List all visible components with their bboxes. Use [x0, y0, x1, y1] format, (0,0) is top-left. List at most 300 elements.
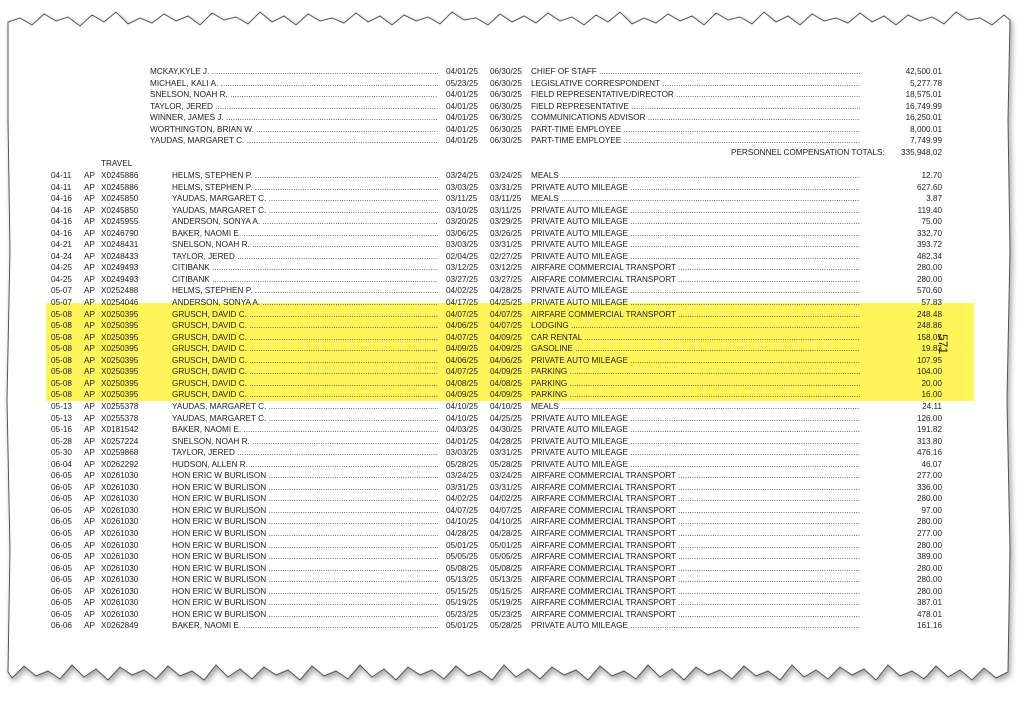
period-start: 03/03/25 [446, 182, 478, 192]
amount: 12.70 [921, 170, 942, 180]
posting-date: 05-07 [51, 286, 72, 296]
period-end: 06/30/25 [490, 90, 522, 100]
posting-date: 06-05 [51, 471, 72, 481]
type-code: AP [84, 298, 95, 307]
posting-date: 06-05 [51, 505, 72, 515]
payee-name: BAKER, NAOMI E. ..... [172, 228, 438, 240]
position-title: CHIEF OF STAFF ..... [531, 66, 860, 78]
period-end: 06/30/25 [490, 67, 522, 76]
voucher-number: X0245850 [101, 205, 139, 215]
table-row [0, 459, 1018, 471]
type-code: AP [84, 586, 95, 596]
expense-description: AIRFARE COMMERCIAL TRANSPORT ..... [531, 528, 860, 540]
amount: 248.48 [916, 309, 942, 319]
period-start: 04/01/25 [446, 136, 478, 146]
voucher-number: X0248431 [101, 240, 139, 250]
type-code: AP [84, 251, 95, 261]
table-row [0, 228, 1018, 240]
type-code: AP [84, 575, 95, 585]
period-end: 04/06/25 [490, 355, 522, 365]
period-start: 04/07/25 [446, 332, 478, 342]
payee-name: ANDERSON, SONYA A. ..... [172, 216, 438, 228]
voucher-number: X0261030 [101, 529, 139, 538]
type-code: AP [84, 274, 95, 284]
payee-name: BAKER, NAOMI E. ..... [172, 620, 438, 632]
amount: 280.00 [916, 575, 942, 585]
posting-date: 05-08 [51, 309, 72, 319]
period-end: 04/07/25 [490, 309, 522, 319]
period-start: 04/10/25 [446, 517, 478, 527]
voucher-number: X0245955 [101, 217, 139, 227]
period-start: 04/07/25 [446, 309, 478, 319]
period-end: 05/19/25 [490, 598, 522, 608]
period-end: 04/09/25 [490, 332, 522, 342]
expense-description: AIRFARE COMMERCIAL TRANSPORT ..... [531, 482, 860, 494]
type-code: AP [84, 321, 95, 331]
employee-name: WORTHINGTON, BRIAN W. ..... [150, 124, 438, 136]
period-start: 05/01/25 [446, 540, 478, 550]
expense-description: AIRFARE COMMERCIAL TRANSPORT ..... [531, 505, 860, 517]
period-start: 05/23/25 [446, 78, 478, 88]
posting-date: 06-04 [51, 459, 72, 469]
table-row [0, 528, 1018, 540]
payee-name: SNELSON, NOAH R. ..... [172, 239, 438, 251]
table-row [0, 274, 1018, 286]
amount: 75.00 [921, 217, 942, 227]
period-start: 04/10/25 [446, 413, 478, 423]
type-code: AP [84, 355, 95, 365]
amount: 161.16 [916, 621, 942, 631]
position-title: PART-TIME EMPLOYEE ..... [531, 124, 860, 136]
payee-name: GRUSCH, DAVID C. ..... [172, 343, 438, 355]
posting-date: 05-28 [51, 436, 72, 446]
posting-date: 06-05 [51, 529, 72, 538]
payee-name: HON ERIC W BURLISON ..... [172, 609, 438, 621]
period-start: 04/10/25 [446, 401, 478, 411]
type-code: AP [84, 170, 95, 180]
period-end: 05/15/25 [490, 586, 522, 596]
period-end: 05/13/25 [490, 575, 522, 585]
amount: 42,500.01 [905, 67, 942, 76]
amount: 277.00 [916, 471, 942, 481]
amount: 97.00 [921, 505, 942, 515]
table-row [0, 447, 1018, 459]
amount: 627.60 [916, 182, 942, 192]
payee-name: GRUSCH, DAVID C. ..... [172, 320, 438, 332]
period-start: 05/01/25 [446, 621, 478, 631]
amount: 277.00 [916, 529, 942, 538]
expense-description: CAR RENTAL ..... [531, 332, 860, 344]
expense-description: AIRFARE COMMERCIAL TRANSPORT ..... [531, 516, 860, 528]
amount: 280.00 [916, 494, 942, 504]
period-end: 04/02/25 [490, 494, 522, 504]
payee-name: HELMS, STEPHEN P. ..... [172, 182, 438, 194]
expense-description: PRIVATE AUTO MILEAGE ..... [531, 285, 860, 297]
payee-name: HON ERIC W BURLISON ..... [172, 528, 438, 540]
amount: 7,749.99 [910, 136, 942, 146]
table-row [0, 516, 1018, 528]
type-code: AP [84, 448, 95, 458]
period-start: 03/12/25 [446, 263, 478, 273]
position-title: FIELD REPRESENTATIVE/DIRECTOR ..... [531, 89, 860, 101]
table-row [0, 597, 1018, 609]
period-start: 05/13/25 [446, 575, 478, 585]
payee-name: HON ERIC W BURLISON ..... [172, 516, 438, 528]
table-row [0, 309, 1018, 321]
type-code: AP [84, 263, 95, 273]
period-end: 03/11/25 [490, 194, 522, 204]
table-row [0, 285, 1018, 297]
posting-date: 06-05 [51, 482, 72, 492]
posting-date: 05-08 [51, 367, 72, 377]
period-start: 02/04/25 [446, 251, 478, 261]
posting-date: 05-08 [51, 390, 72, 400]
period-start: 04/17/25 [446, 298, 478, 307]
period-start: 03/03/25 [446, 240, 478, 250]
type-code: AP [84, 436, 95, 446]
period-end: 03/26/25 [490, 228, 522, 238]
position-title: LEGISLATIVE CORRESPONDENT ..... [531, 78, 860, 90]
amount: 8,000.01 [910, 124, 942, 134]
table-row [0, 540, 1018, 552]
table-row [0, 193, 1018, 205]
posting-date: 06-05 [51, 552, 72, 562]
posting-date: 04-21 [51, 240, 72, 250]
table-row [0, 574, 1018, 586]
posting-date: 05-08 [51, 355, 72, 365]
payee-name: HON ERIC W BURLISON ..... [172, 505, 438, 517]
period-start: 03/24/25 [446, 170, 478, 180]
amount: 18,575.01 [905, 90, 942, 100]
voucher-number: X0249493 [101, 274, 139, 284]
table-row [0, 366, 1018, 378]
table-row [0, 332, 1018, 344]
posting-date: 04-16 [51, 205, 72, 215]
period-end: 06/30/25 [490, 136, 522, 146]
period-start: 03/03/25 [446, 448, 478, 458]
voucher-number: X0250395 [101, 390, 139, 400]
period-start: 05/23/25 [446, 609, 478, 619]
payee-name: CITIBANK ..... [172, 262, 438, 274]
period-end: 05/05/25 [490, 552, 522, 562]
totals-label: PERSONNEL COMPENSATION TOTALS: [731, 147, 885, 157]
expense-description: PRIVATE AUTO MILEAGE ..... [531, 228, 860, 240]
period-end: 02/27/25 [490, 251, 522, 261]
period-end: 03/31/25 [490, 182, 522, 192]
payee-name: YAUDAS, MARGARET C. ..... [172, 413, 438, 425]
posting-date: 05-07 [51, 298, 72, 307]
expense-description: PRIVATE AUTO MILEAGE ..... [531, 620, 860, 632]
payee-name: HON ERIC W BURLISON ..... [172, 563, 438, 575]
voucher-number: X0261030 [101, 482, 139, 492]
amount: 104.00 [916, 367, 942, 377]
payee-name: HON ERIC W BURLISON ..... [172, 574, 438, 586]
employee-name: MICHAEL, KALI A. ..... [150, 78, 438, 90]
expense-description: LODGING ..... [531, 320, 860, 332]
voucher-number: X0181542 [101, 425, 139, 435]
totals-amount: 335,948.02 [901, 147, 942, 157]
period-start: 05/08/25 [446, 563, 478, 573]
table-row [0, 505, 1018, 517]
type-code: AP [84, 240, 95, 250]
amount: 280.00 [916, 263, 942, 273]
posting-date: 05-08 [51, 332, 72, 342]
expense-description: PRIVATE AUTO MILEAGE ..... [531, 424, 860, 436]
table-row [0, 124, 1018, 136]
period-start: 05/05/25 [446, 552, 478, 562]
table-row [0, 262, 1018, 274]
voucher-number: X0250395 [101, 332, 139, 342]
type-code: AP [84, 228, 95, 238]
period-end: 04/28/25 [490, 436, 522, 446]
voucher-number: X0246790 [101, 228, 139, 238]
posting-date: 05-16 [51, 425, 72, 435]
payee-name: HON ERIC W BURLISON ..... [172, 597, 438, 609]
voucher-number: X0250395 [101, 378, 139, 388]
table-row [0, 66, 1018, 78]
type-code: AP [84, 332, 95, 342]
period-start: 03/27/25 [446, 274, 478, 284]
period-start: 04/01/25 [446, 101, 478, 111]
voucher-number: X0257224 [101, 436, 139, 446]
amount: 46.07 [921, 459, 942, 469]
amount: 332.70 [916, 228, 942, 238]
table-row [0, 158, 1018, 170]
voucher-number: X0245886 [101, 182, 139, 192]
voucher-number: X0259868 [101, 448, 139, 458]
expense-description: PARKING ..... [531, 366, 860, 378]
voucher-number: X0261030 [101, 517, 139, 527]
table-row [0, 493, 1018, 505]
period-start: 05/28/25 [446, 459, 478, 469]
posting-date: 06-05 [51, 575, 72, 585]
voucher-number: X0261030 [101, 552, 139, 562]
voucher-number: X0250395 [101, 355, 139, 365]
table-row [0, 135, 1018, 147]
period-start: 04/01/25 [446, 67, 478, 76]
table-row [0, 101, 1018, 113]
period-end: 03/31/25 [490, 240, 522, 250]
period-start: 05/15/25 [446, 586, 478, 596]
amount: 20.00 [921, 378, 942, 388]
amount: 158.05 [916, 332, 942, 342]
expense-description: PRIVATE AUTO MILEAGE ..... [531, 182, 860, 194]
payee-name: ANDERSON, SONYA A. ..... [172, 297, 438, 309]
period-start: 04/02/25 [446, 494, 478, 504]
expense-description: PRIVATE AUTO MILEAGE ..... [531, 436, 860, 448]
period-start: 04/07/25 [446, 367, 478, 377]
voucher-number: X0250395 [101, 321, 139, 331]
table-row [0, 343, 1018, 355]
amount: 482.34 [916, 251, 942, 261]
type-code: AP [84, 194, 95, 204]
period-end: 06/30/25 [490, 101, 522, 111]
period-start: 03/06/25 [446, 228, 478, 238]
payee-name: GRUSCH, DAVID C. ..... [172, 332, 438, 344]
period-end: 04/07/25 [490, 321, 522, 331]
expense-description: PRIVATE AUTO MILEAGE ..... [531, 205, 860, 217]
posting-date: 06-05 [51, 598, 72, 608]
period-end: 04/09/25 [490, 390, 522, 400]
period-end: 03/31/25 [490, 482, 522, 492]
table-row [0, 170, 1018, 182]
expense-description: PRIVATE AUTO MILEAGE ..... [531, 251, 860, 263]
expense-description: PRIVATE AUTO MILEAGE ..... [531, 413, 860, 425]
period-end: 04/28/25 [490, 286, 522, 296]
type-code: AP [84, 517, 95, 527]
voucher-number: X0250395 [101, 344, 139, 354]
period-start: 04/01/25 [446, 90, 478, 100]
period-start: 04/28/25 [446, 529, 478, 538]
expense-description: AIRFARE COMMERCIAL TRANSPORT ..... [531, 551, 860, 563]
expense-description: MEALS ..... [531, 401, 860, 413]
type-code: AP [84, 390, 95, 400]
period-end: 06/30/25 [490, 78, 522, 88]
expense-description: GASOLINE ..... [531, 343, 860, 355]
amount: 5,277.78 [910, 78, 942, 88]
type-code: AP [84, 598, 95, 608]
period-end: 04/09/25 [490, 344, 522, 354]
voucher-number: X0262849 [101, 621, 139, 631]
table-row [0, 586, 1018, 598]
type-code: AP [84, 552, 95, 562]
voucher-number: X0262292 [101, 459, 139, 469]
amount: 280.00 [916, 586, 942, 596]
period-end: 03/12/25 [490, 263, 522, 273]
posting-date: 06-05 [51, 517, 72, 527]
type-code: AP [84, 344, 95, 354]
voucher-number: X0255378 [101, 413, 139, 423]
type-code: AP [84, 367, 95, 377]
payee-name: HON ERIC W BURLISON ..... [172, 551, 438, 563]
expense-description: PRIVATE AUTO MILEAGE ..... [531, 459, 860, 471]
period-start: 04/01/25 [446, 113, 478, 123]
expense-description: MEALS ..... [531, 170, 860, 182]
amount: 24.11 [922, 401, 942, 411]
posting-date: 04-24 [51, 251, 72, 261]
employee-name: TAYLOR, JERED ..... [150, 101, 438, 113]
period-end: 04/28/25 [490, 529, 522, 538]
period-end: 04/10/25 [490, 401, 522, 411]
period-start: 04/09/25 [446, 390, 478, 400]
period-start: 04/07/25 [446, 505, 478, 515]
period-start: 04/01/25 [446, 436, 478, 446]
expense-description: AIRFARE COMMERCIAL TRANSPORT ..... [531, 597, 860, 609]
voucher-number: X0261030 [101, 609, 139, 619]
table-row [0, 112, 1018, 124]
amount: 280.00 [916, 274, 942, 284]
expense-description: MEALS ..... [531, 193, 860, 205]
expense-description: PARKING ..... [531, 389, 860, 401]
type-code: AP [84, 494, 95, 504]
page-number: 571 [936, 334, 950, 355]
period-end: 05/28/25 [490, 459, 522, 469]
period-start: 04/06/25 [446, 355, 478, 365]
posting-date: 05-08 [51, 378, 72, 388]
table-row [0, 239, 1018, 251]
amount: 280.00 [916, 563, 942, 573]
expense-description: PRIVATE AUTO MILEAGE ..... [531, 216, 860, 228]
posting-date: 06-05 [51, 586, 72, 596]
posting-date: 06-06 [51, 621, 72, 631]
amount: 119.40 [917, 205, 942, 215]
table-row [0, 436, 1018, 448]
table-row [0, 620, 1018, 632]
type-code: AP [84, 205, 95, 215]
amount: 3.87 [926, 194, 942, 204]
amount: 313.80 [916, 436, 942, 446]
section-label-travel: TRAVEL [101, 159, 133, 169]
posting-date: 05-08 [51, 344, 72, 354]
posting-date: 04-16 [51, 217, 72, 227]
voucher-number: X0252488 [101, 286, 139, 296]
amount: 280.00 [916, 517, 942, 527]
period-end: 03/31/25 [490, 448, 522, 458]
employee-name: MCKAY,KYLE J. ..... [150, 66, 438, 78]
amount: 389.00 [916, 552, 942, 562]
expense-description: AIRFARE COMMERCIAL TRANSPORT ..... [531, 609, 860, 621]
voucher-number: X0249493 [101, 263, 139, 273]
expense-description: AIRFARE COMMERCIAL TRANSPORT ..... [531, 493, 860, 505]
payee-name: GRUSCH, DAVID C. ..... [172, 355, 438, 367]
period-end: 04/25/25 [490, 413, 522, 423]
voucher-number: X0261030 [101, 575, 139, 585]
voucher-number: X0250395 [101, 309, 139, 319]
amount: 280.00 [916, 540, 942, 550]
expense-description: AIRFARE COMMERCIAL TRANSPORT ..... [531, 309, 860, 321]
payee-name: TAYLOR, JERED ..... [172, 447, 438, 459]
type-code: AP [84, 217, 95, 227]
voucher-number: X0261030 [101, 598, 139, 608]
period-end: 05/08/25 [490, 563, 522, 573]
period-end: 04/08/25 [490, 378, 522, 388]
payee-name: YAUDAS, MARGARET C. ..... [172, 205, 438, 217]
type-code: AP [84, 529, 95, 538]
voucher-number: X0261030 [101, 586, 139, 596]
expense-description: PRIVATE AUTO MILEAGE ..... [531, 447, 860, 459]
period-start: 03/31/25 [446, 482, 478, 492]
posting-date: 06-05 [51, 540, 72, 550]
amount: 19.83 [921, 344, 942, 354]
type-code: AP [84, 401, 95, 411]
amount: 16,749.99 [905, 101, 942, 111]
type-code: AP [84, 540, 95, 550]
voucher-number: X0261030 [101, 494, 139, 504]
payee-name: GRUSCH, DAVID C. ..... [172, 309, 438, 321]
payee-name: BAKER, NAOMI E. ..... [172, 424, 438, 436]
period-start: 04/02/25 [446, 286, 478, 296]
period-start: 04/03/25 [446, 425, 478, 435]
table-row [0, 470, 1018, 482]
expense-description: PRIVATE AUTO MILEAGE ..... [531, 355, 860, 367]
type-code: AP [84, 309, 95, 319]
period-start: 03/20/25 [446, 217, 478, 227]
table-row [0, 482, 1018, 494]
table-row [0, 389, 1018, 401]
amount: 126.00 [916, 413, 942, 423]
expense-description: AIRFARE COMMERCIAL TRANSPORT ..... [531, 540, 860, 552]
amount: 16,250.01 [905, 113, 942, 123]
voucher-number: X0261030 [101, 540, 139, 550]
table-row [0, 563, 1018, 575]
expense-description: PRIVATE AUTO MILEAGE ..... [531, 297, 860, 309]
type-code: AP [84, 482, 95, 492]
payee-name: GRUSCH, DAVID C. ..... [172, 389, 438, 401]
period-end: 04/30/25 [490, 425, 522, 435]
payee-name: CITIBANK ..... [172, 274, 438, 286]
type-code: AP [84, 505, 95, 515]
voucher-number: X0250395 [101, 367, 139, 377]
